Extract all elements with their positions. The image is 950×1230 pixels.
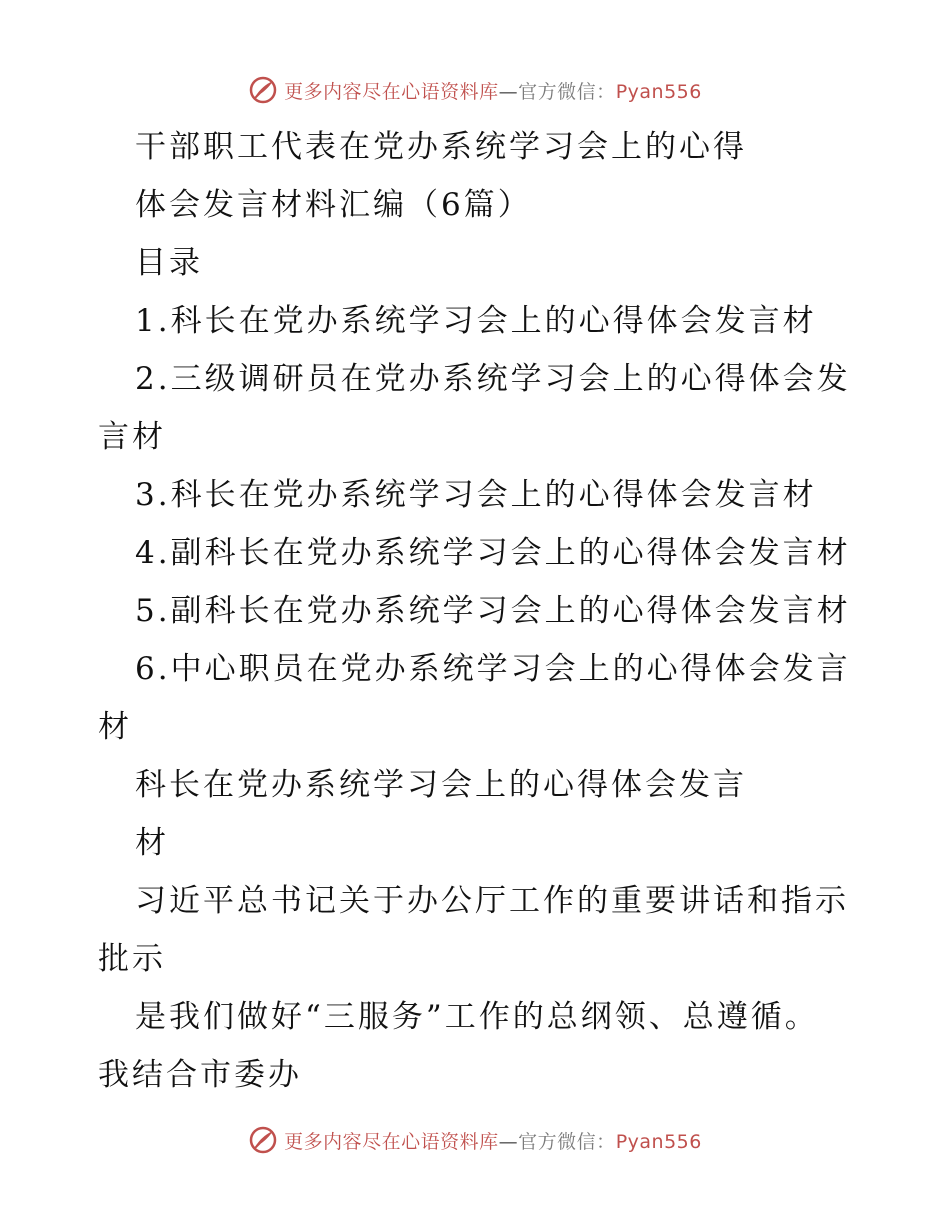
toc-item: 1.科长在党办系统学习会上的心得体会发言材 <box>135 303 817 339</box>
toc-item: 4.副科长在党办系统学习会上的心得体会发言材 <box>135 535 851 571</box>
feather-pen-logo-icon <box>248 1125 278 1155</box>
watermark-header <box>0 72 950 108</box>
body-paragraph-line: 习近平总书记关于办公厅工作的重要讲话和指示 <box>135 883 849 919</box>
toc-item: 6.中心职员在党办系统学习会上的心得体会发言 <box>135 651 851 687</box>
toc-item-continuation: 材 <box>98 709 132 745</box>
section-title-line-1: 科长在党办系统学习会上的心得体会发言 <box>135 767 747 803</box>
watermark-text: 更多内容尽在心语资料库—官方微信：Pyan556 <box>284 80 702 103</box>
section-title-line-2: 材 <box>135 825 169 861</box>
watermark-text: 更多内容尽在心语资料库—官方微信：Pyan556 <box>284 1130 702 1153</box>
toc-item: 3.科长在党办系统学习会上的心得体会发言材 <box>135 477 817 513</box>
document-title-line-2: 体会发言材料汇编（6篇） <box>135 187 532 223</box>
toc-item: 5.副科长在党办系统学习会上的心得体会发言材 <box>135 593 851 629</box>
feather-pen-logo-icon <box>248 75 278 105</box>
document-body <box>98 118 858 1104</box>
toc-heading: 目录 <box>135 245 203 281</box>
document-title-line-1: 干部职工代表在党办系统学习会上的心得 <box>135 129 747 165</box>
watermark-footer <box>0 1122 950 1158</box>
body-paragraph-line: 我结合市委办 <box>98 1057 302 1093</box>
toc-item: 2.三级调研员在党办系统学习会上的心得体会发 <box>135 361 851 397</box>
body-paragraph-line: 是我们做好“三服务”工作的总纲领、总遵循。 <box>135 999 819 1035</box>
body-paragraph-line: 批示 <box>98 941 166 977</box>
toc-item-continuation: 言材 <box>98 419 166 455</box>
